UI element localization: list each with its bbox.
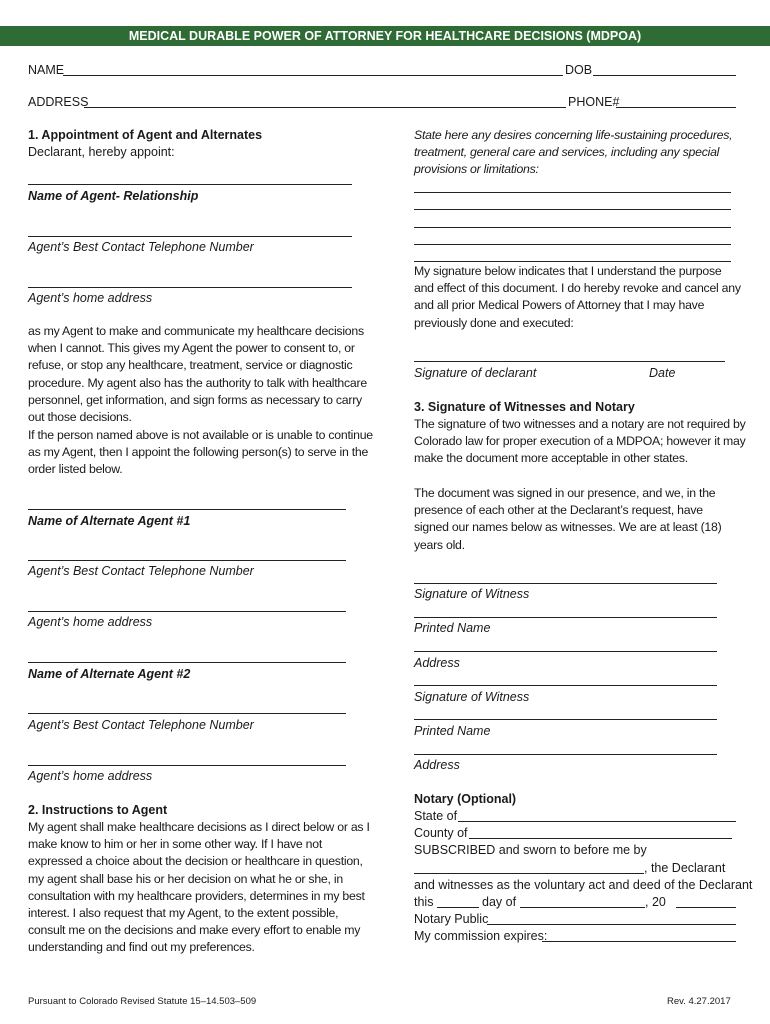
- notary-public-label: Notary Public: [414, 912, 489, 926]
- signature-statement: My signature below indicates that I understand the purpose and effect of this document. I do hereby revoke and cancel any and all prior Medical Powers of Attorney that I may have previously done and executed:: [414, 264, 741, 330]
- county-of-field[interactable]: [469, 838, 732, 839]
- alt2-name-field[interactable]: [28, 662, 346, 663]
- section1-heading: 1. Appointment of Agent and Alternates: [28, 128, 263, 142]
- address-label: ADDRESS: [28, 95, 89, 109]
- wishes-line-5[interactable]: [414, 261, 731, 262]
- wishes-prompt: State here any desires concerning life-sustaining procedures, treatment, general care and services, including any special provisions or limitations:: [414, 128, 733, 177]
- witness2-signature-caption: Signature of Witness: [414, 690, 530, 704]
- declarant-signature-field[interactable]: [414, 361, 725, 362]
- notary-heading: Notary (Optional): [414, 792, 517, 806]
- state-of-label: State of: [414, 809, 458, 823]
- section3-heading: 3. Signature of Witnesses and Notary: [414, 400, 635, 414]
- agent-phone-caption: Agent’s Best Contact Telephone Number: [28, 240, 254, 254]
- county-of-label: County of: [414, 826, 468, 840]
- wishes-line-4[interactable]: [414, 244, 731, 245]
- section2-heading: 2. Instructions to Agent: [28, 803, 168, 817]
- dob-field[interactable]: [593, 75, 736, 76]
- year-prefix: , 20: [645, 895, 666, 909]
- alt1-address-caption: Agent’s home address: [28, 615, 153, 629]
- witness1-printed-caption: Printed Name: [414, 621, 491, 635]
- wishes-line-3[interactable]: [414, 227, 731, 228]
- address-field[interactable]: [84, 107, 566, 108]
- witness1-printed-field[interactable]: [414, 617, 717, 618]
- state-of-field[interactable]: [458, 821, 736, 822]
- alt1-address-field[interactable]: [28, 611, 346, 612]
- form-title-banner: [0, 26, 770, 46]
- alt1-phone-caption: Agent’s Best Contact Telephone Number: [28, 564, 254, 578]
- alt2-address-caption: Agent’s home address: [28, 769, 153, 783]
- wishes-line-2[interactable]: [414, 209, 731, 210]
- alt1-name-caption: Name of Alternate Agent #1: [28, 514, 191, 528]
- witness2-printed-caption: Printed Name: [414, 724, 491, 738]
- alt1-name-field[interactable]: [28, 509, 346, 510]
- declarant-signature-caption: Signature of declarant: [414, 366, 537, 380]
- section3-body: The signature of two witnesses and a notary are not required by Colorado law for proper execution of a MDPOA; however it may make the document more acceptable in other states.: [414, 417, 746, 466]
- phone-label: PHONE#: [568, 95, 620, 109]
- year-field[interactable]: [676, 907, 736, 908]
- date-caption: Date: [649, 366, 676, 380]
- declarant-name-field[interactable]: [414, 873, 644, 874]
- witness2-address-caption: Address: [414, 758, 460, 772]
- agent-authority-text: as my Agent to make and communicate my healthcare decisions when I cannot. This gives my Agent the power to consent to, or refuse, or stop any healthcare, treatment, service or diagnostic procedure. My agent also has the authority to talk with healthcare personnel, get information, and sign forms as necessary to carry out those decisions.: [28, 324, 367, 425]
- month-field[interactable]: [520, 907, 645, 908]
- witness1-signature-caption: Signature of Witness: [414, 587, 530, 601]
- the-declarant-text: , the Declarant: [644, 861, 726, 875]
- phone-field[interactable]: [616, 107, 736, 108]
- witness1-address-field[interactable]: [414, 651, 717, 652]
- voluntary-act-text: and witnesses as the voluntary act and deed of the Declarant: [414, 878, 753, 892]
- this-label: this: [414, 895, 434, 909]
- witness2-signature-field[interactable]: [414, 685, 717, 686]
- dob-label: DOB: [565, 63, 593, 77]
- alt2-address-field[interactable]: [28, 765, 346, 766]
- commission-label: My commission expires:: [414, 929, 548, 943]
- day-field[interactable]: [437, 907, 479, 908]
- commission-field[interactable]: [542, 941, 736, 942]
- wishes-line-1[interactable]: [414, 192, 731, 193]
- agent-phone-field[interactable]: [28, 236, 352, 237]
- subscribed-text: SUBSCRIBED and sworn to before me by: [414, 843, 647, 857]
- section1-intro: Declarant, hereby appoint:: [28, 145, 175, 159]
- agent-name-field[interactable]: [28, 184, 352, 185]
- day-of-label: day of: [482, 895, 517, 909]
- statute-footer: Pursuant to Colorado Revised Statute 15–14.503–509: [28, 996, 257, 1007]
- section2-body: My agent shall make healthcare decisions as I direct below or as I make know to him or her in some other way. If I have not expressed a choice about the decision or healthcare in question, my agent shall base his or her decision on what he or she, in consultation with my healthcare providers, determines in my best interest. I also request that my Agent, to the extent possible, consult me on the decisions and make every effort to enable my understanding and find out my preferences.: [28, 820, 370, 955]
- agent-address-caption: Agent’s home address: [28, 291, 153, 305]
- alt1-phone-field[interactable]: [28, 560, 346, 561]
- notary-public-field[interactable]: [487, 924, 736, 925]
- alt2-phone-caption: Agent’s Best Contact Telephone Number: [28, 718, 254, 732]
- alt2-name-caption: Name of Alternate Agent #2: [28, 667, 191, 681]
- agent-name-caption: Name of Agent- Relationship: [28, 189, 199, 203]
- name-field[interactable]: [63, 75, 563, 76]
- witness-statement: The document was signed in our presence, and we, in the presence of each other at the Declarant’s request, have signed our names below as witnesses. We are at least (18) years old.: [414, 486, 722, 552]
- witness2-printed-field[interactable]: [414, 719, 717, 720]
- witness1-signature-field[interactable]: [414, 583, 717, 584]
- name-label: NAME: [28, 63, 65, 77]
- witness1-address-caption: Address: [414, 656, 460, 670]
- alt2-phone-field[interactable]: [28, 713, 346, 714]
- witness2-address-field[interactable]: [414, 754, 717, 755]
- alternates-text: If the person named above is not available or is unable to continue as my Agent, then I appoint the following person(s) to serve in the order listed below.: [28, 428, 373, 477]
- agent-address-field[interactable]: [28, 287, 352, 288]
- form-title: MEDICAL DURABLE POWER OF ATTORNEY FOR HEALTHCARE DECISIONS (MDPOA): [128, 29, 642, 43]
- revision-footer: Rev. 4.27.2017: [667, 996, 731, 1007]
